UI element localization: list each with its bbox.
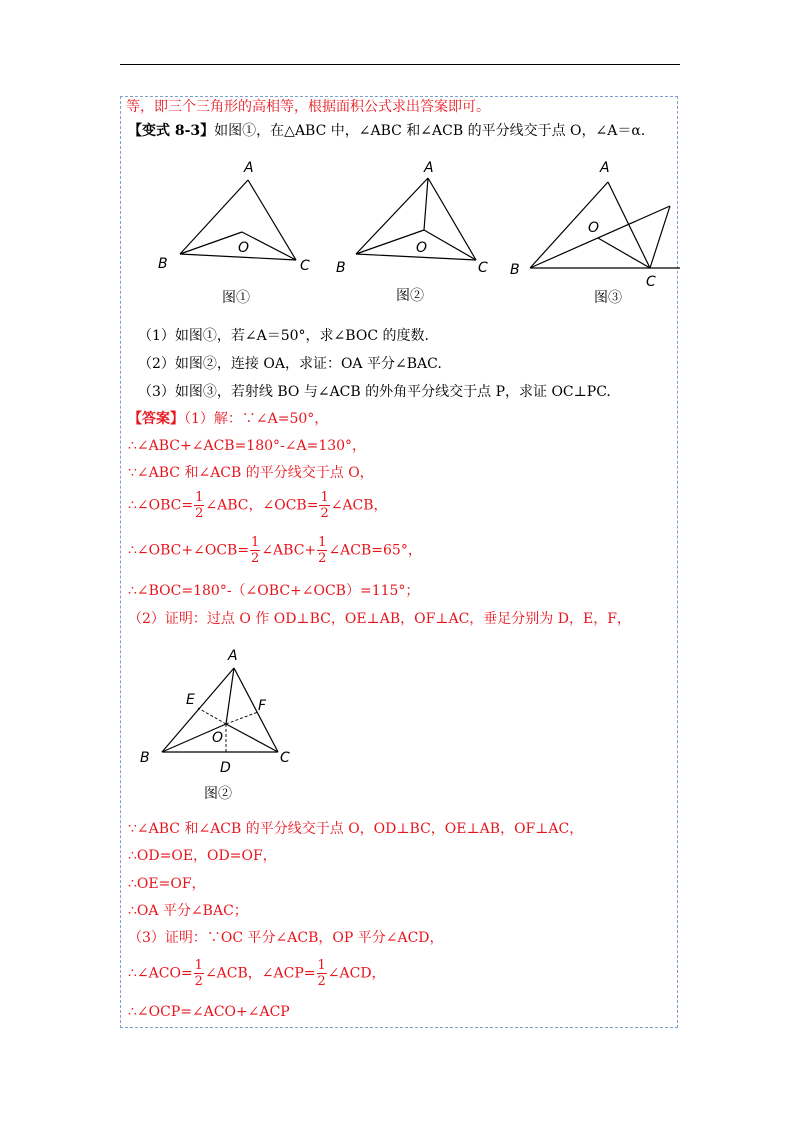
answer-1-line-5 (128, 535, 422, 566)
a1-l5-mid: ∠ABC+ (261, 542, 317, 559)
fraction-half (194, 958, 204, 989)
fig3-label-O: O (588, 220, 600, 236)
a3-l2-post: ∠ACD， (327, 965, 386, 982)
answer-1-line-2: ∴∠ABC+∠ACB=180°-∠A=130°， (128, 438, 367, 454)
fig3-caption: 图③ (594, 290, 622, 306)
figure-1 (150, 150, 330, 310)
frac-den: 2 (317, 974, 326, 989)
problem-tag: 【变式 8-3】 (128, 123, 215, 139)
frac-num: 1 (194, 958, 203, 973)
a3-l2-mid: ∠ACB，∠ACP= (204, 965, 316, 982)
fig4-label-C: C (280, 750, 290, 766)
answer-2-line-3: ∴OD=OE，OD=OF， (128, 848, 277, 864)
a3-l2-pre: ∴∠ACO= (128, 965, 193, 982)
a1-l4-mid: ∠ABC，∠OCB= (205, 497, 319, 514)
fig1-label-O: O (238, 240, 250, 256)
fig1-label-A: A (244, 160, 254, 176)
answer-1-line-6: ∴∠BOC=180°-（∠OBC+∠OCB）=115°； (128, 583, 420, 599)
answer-3-line-3: ∴∠OCP=∠ACO+∠ACP (128, 1004, 290, 1020)
answer-1-line-3: ∵∠ABC 和∠ACB 的平分线交于点 O， (128, 465, 374, 481)
frac-den: 2 (194, 974, 203, 989)
fig1-label-C: C (300, 258, 310, 274)
frac-num: 1 (317, 958, 326, 973)
answer-3-line-1: （3）证明：∵OC 平分∠ACB，OP 平分∠ACD， (128, 930, 444, 946)
figure-3 (508, 150, 680, 310)
frac-num: 1 (195, 490, 204, 505)
frac-den: 2 (320, 506, 329, 521)
fraction-half (317, 535, 327, 566)
a1-l4-pre: ∴∠OBC= (128, 497, 194, 514)
frac-num: 1 (251, 535, 260, 550)
answer-1-intro (128, 410, 328, 428)
frac-num: 1 (320, 490, 329, 505)
a1-l5-post: ∠ACB=65°， (328, 542, 422, 559)
answer-2-line-4: ∴OE=OF， (128, 876, 206, 892)
header-text: 等，即三个三角形的高相等，根据面积公式求出答案即可。 (126, 99, 490, 115)
fraction-half (194, 490, 204, 521)
frac-num: 1 (318, 535, 327, 550)
fraction-half (319, 490, 329, 521)
answer-2-line-1: （2）证明：过点 O 作 OD⊥BC，OE⊥AB，OF⊥AC，垂足分别为 D，E，F， (128, 611, 631, 627)
answer-2-line-5: ∴OA 平分∠BAC； (128, 903, 248, 919)
question-1: （1）如图①，若∠A＝50°，求∠BOC 的度数. (138, 328, 429, 344)
problem-stem (128, 122, 645, 140)
fig1-caption: 图① (222, 290, 250, 306)
fig4-caption: 图② (204, 786, 232, 802)
answer-tag: 【答案】 (128, 411, 184, 427)
header-rule (120, 64, 680, 65)
fig4-label-D: D (220, 760, 231, 776)
fig2-label-A: A (424, 160, 434, 176)
question-2: （2）如图②，连接 OA，求证：OA 平分∠BAC. (138, 356, 442, 372)
fig3-label-C: C (646, 274, 656, 290)
fig4-label-B: B (140, 750, 150, 766)
fig3-label-B: B (510, 262, 520, 278)
answer-2-line-2: ∵∠ABC 和∠ACB 的平分线交于点 O，OD⊥BC，OE⊥AB，OF⊥AC， (128, 821, 584, 837)
frac-den: 2 (195, 506, 204, 521)
answer-1-line-4 (128, 490, 388, 521)
problem-stem-text: 如图①，在△ABC 中，∠ABC 和∠ACB 的平分线交于点 O，∠A＝α. (214, 123, 646, 139)
answer-1-intro-text: （1）解：∵∠A=50°， (184, 411, 329, 427)
question-3: （3）如图③，若射线 BO 与∠ACB 的外角平分线交于点 P，求证 OC⊥PC. (138, 384, 611, 400)
frac-den: 2 (318, 551, 327, 566)
frac-den: 2 (251, 551, 260, 566)
a1-l4-post: ∠ACB， (330, 497, 388, 514)
fig3-label-A: A (600, 160, 610, 176)
fig1-label-B: B (158, 256, 168, 272)
a1-l5-pre: ∴∠OBC+∠OCB= (128, 542, 250, 559)
fraction-half (250, 535, 260, 566)
figure-2 (330, 150, 510, 310)
fig4-label-O: O (212, 730, 224, 746)
fig4-label-E: E (186, 692, 195, 708)
fig2-label-O: O (416, 240, 428, 256)
fig4-label-F: F (258, 698, 267, 714)
fig4-label-A: A (228, 648, 238, 664)
fig2-caption: 图② (396, 288, 424, 304)
answer-3-line-2 (128, 958, 386, 989)
figure-4 (130, 640, 310, 810)
fraction-half (317, 958, 327, 989)
fig2-label-C: C (478, 260, 488, 276)
fig2-label-B: B (336, 260, 346, 276)
